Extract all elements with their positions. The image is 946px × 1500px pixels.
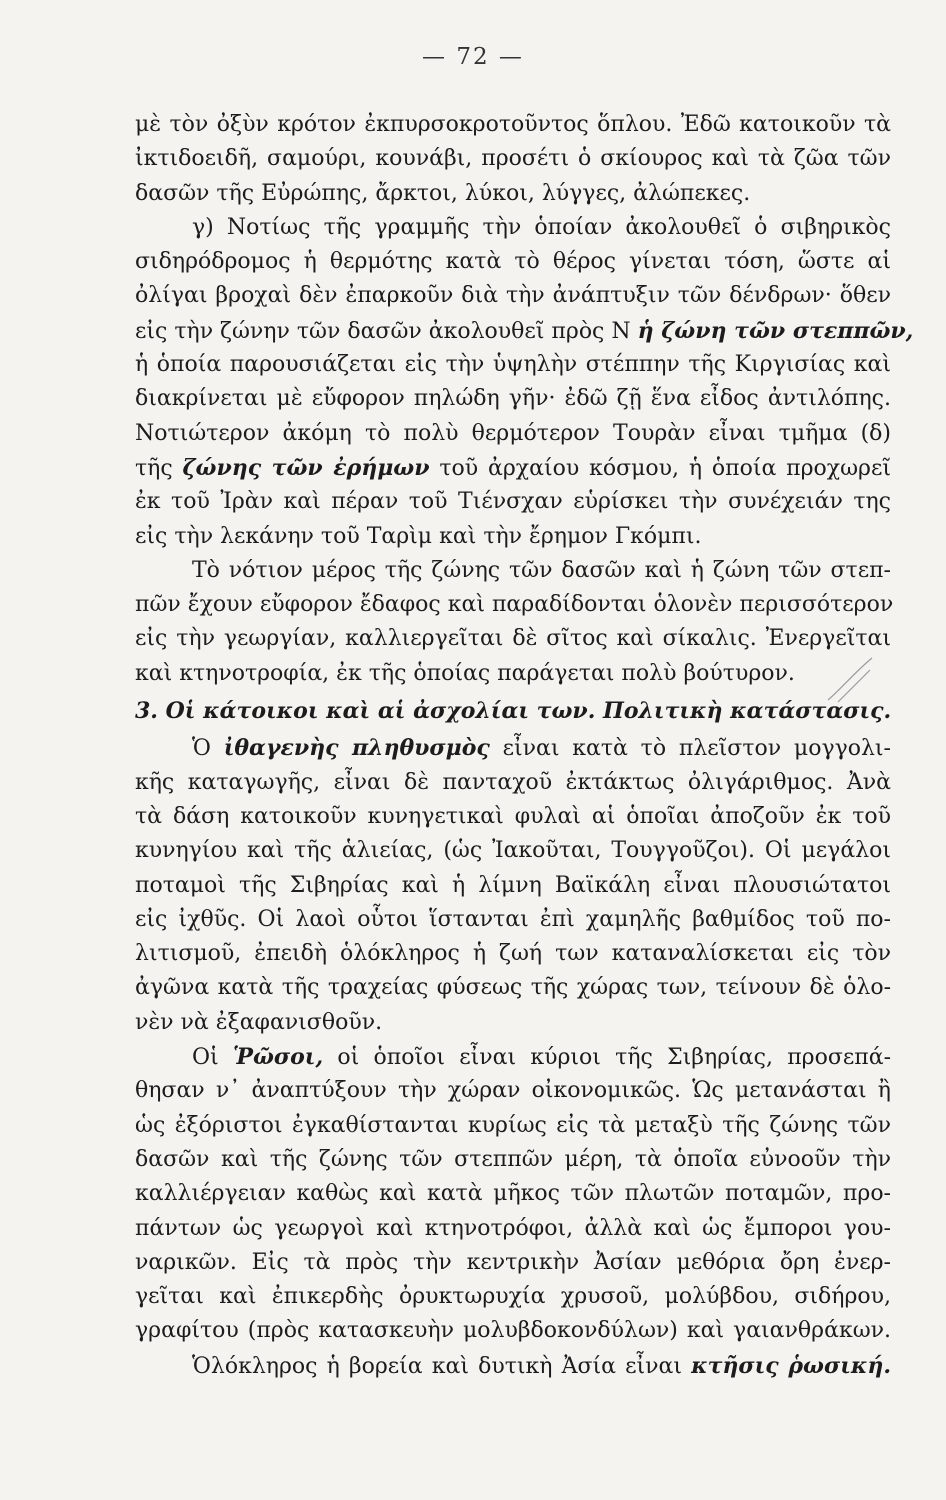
text-segment: Οἱ (192, 1045, 233, 1071)
text-segment: γ) Νοτίως τῆς γραμμῆς τὴν ὁποίαν ἀκολουθεῖ ὁ σιβηρικὸς (192, 214, 891, 240)
text-line (135, 1074, 891, 1108)
text-line (135, 348, 891, 382)
emphasized-term: Ῥῶσοι, (232, 1044, 324, 1071)
text-segment: γεῖται καὶ ἐπικερδὴς ὀρυκτωρυχία χρυσοῦ, μολύβδου, σιδήρου, (135, 1284, 891, 1310)
text-segment: νὲν νὰ ἐξαφανισθοῦν. (135, 1009, 383, 1035)
section-title-part1: Οἱ κάτοικοι καὶ αἱ ἀσχολίαι των. (165, 698, 596, 725)
text-segment: ὡς ἐξόριστοι ἐγκαθίστανται κυρίως εἰς τὰ μεταξὺ τῆς ζώνης τῶν (135, 1112, 891, 1138)
text-line (135, 834, 891, 868)
text-segment: Τὸ νότιον μέρος τῆς ζώνης τῶν δασῶν καὶ ἡ ζώνη τῶν στεπ- (192, 557, 891, 583)
text-line (135, 1109, 891, 1143)
section-number: 3. (135, 698, 166, 725)
text-segment: εἰς τὴν λεκάνην τοῦ Ταρὶμ καὶ τὴν ἔρημον Γκόμπι. (135, 523, 702, 549)
text-line (135, 382, 891, 416)
text-line (135, 451, 891, 485)
text-segment: ἡ ὁποία παρουσιάζεται εἰς τὴν ὑψηλὴν στέππην τῆς Κιργισίας καὶ (135, 352, 891, 378)
section-title-part2: Πολιτικὴ κατάστασις. (603, 698, 892, 725)
text-line (135, 766, 891, 800)
text-line (135, 245, 891, 279)
emphasized-term: ἡ ζώνη τῶν στεππῶν, (637, 317, 914, 344)
text-segment: Ὁ (192, 736, 224, 762)
text-line (135, 657, 891, 691)
text-segment: τὰ δάση κατοικοῦν κυνηγετικαὶ φυλαὶ αἱ ὁποῖαι ἀποζοῦν ἐκ τοῦ (135, 803, 891, 829)
text-line (135, 177, 891, 211)
text-line (135, 1040, 891, 1074)
text-segment: ὀλίγαι βροχαὶ δὲν ἐπαρκοῦν διὰ τὴν ἀνάπτυξιν τῶν δένδρων· ὅθεν (135, 283, 891, 309)
text-segment: Νοτιώτερον ἀκόμη τὸ πολὺ θερμότερον Τουρὰν εἶναι τμῆμα (δ) (135, 420, 891, 446)
text-line (135, 279, 891, 313)
text-line (135, 937, 891, 971)
text-line (135, 869, 891, 903)
text-segment: ναρικῶν. Εἰς τὰ πρὸς τὴν κεντρικὴν Ἀσίαν μεθόρια ὄρη ἐνερ- (135, 1249, 891, 1275)
text-line (135, 1314, 891, 1348)
text-line (135, 800, 891, 834)
text-line (135, 1006, 891, 1040)
text-segment: εἰς τὴν ζώνην τῶν δασῶν ἀκολουθεῖ πρὸς Ν (135, 318, 638, 344)
text-segment: λιτισμοῦ, ἐπειδὴ ὁλόκληρος ἡ ζωή των καταναλίσκεται εἰς τὸν (135, 941, 891, 967)
text-segment: γραφίτου (πρὸς κατασκευὴν μολυβδοκονδύλων) καὶ γαιανθράκων. (135, 1318, 891, 1344)
emphasized-term: ζώνης τῶν ἐρήμων (182, 454, 430, 481)
text-line (135, 971, 891, 1005)
text-segment: μὲ τὸν ὀξὺν κρότον ἐκπυρσοκροτοῦντος ὅπλου. Ἐδῶ κατοικοῦν τὰ (135, 112, 891, 137)
text-line (135, 1212, 891, 1246)
text-line (135, 731, 891, 765)
text-line (135, 554, 891, 588)
text-segment: κῆς καταγωγῆς, εἶναι δὲ πανταχοῦ ἐκτάκτως ὀλιγάριθμος. Ἀνὰ (135, 769, 891, 795)
text-line (135, 903, 891, 937)
text-segment: δασῶν τῆς Εὐρώπης, ἄρκτοι, λύκοι, λύγγες, ἀλώπεκες. (135, 180, 751, 206)
emphasized-term: κτῆσις ῥωσική. (691, 1352, 891, 1379)
text-line (135, 108, 891, 142)
text-segment: τῆς (135, 455, 183, 481)
text-segment: πάντων ὡς γεωργοὶ καὶ κτηνοτρόφοι, ἀλλὰ καὶ ὡς ἔμποροι γου- (135, 1215, 891, 1241)
text-segment: εἶναι κατὰ τὸ πλεῖστον μογγολι- (489, 736, 891, 762)
text-segment: Ὁλόκληρος ἡ βορεία καὶ δυτικὴ Ἀσία εἶναι (192, 1353, 692, 1379)
text-line (135, 1349, 891, 1383)
text-segment: θησαν ν᾽ ἀναπτύξουν τὴν χώραν οἰκονομικῶς. Ὡς μετανάσται ἢ (135, 1078, 891, 1104)
text-line (135, 520, 891, 554)
text-segment: δασῶν καὶ τῆς ζώνης τῶν στεππῶν μέρη, τὰ ὁποῖα εὐνοοῦν τὴν (135, 1146, 891, 1172)
text-line (135, 588, 894, 622)
text-segment: καλλιέργειαν καθὼς καὶ κατὰ μῆκος τῶν πλωτῶν ποταμῶν, προ- (135, 1181, 891, 1207)
text-segment: κυνηγίου καὶ τῆς ἁλιείας, (ὡς Ἰακοῦται, Τουγγοῦζοι). Οἱ μεγάλοι (135, 838, 891, 864)
text-line (135, 1246, 891, 1280)
pencil-annotation-mark (820, 650, 880, 710)
text-line (135, 622, 891, 656)
text-segment: τοῦ ἀρχαίου κόσμου, ἡ ὁποία προχωρεῖ (429, 455, 892, 481)
text-segment: ἀγῶνα κατὰ τῆς τραχείας φύσεως τῆς χώρας των, τείνουν δὲ ὁλο- (135, 975, 891, 1001)
text-line (135, 211, 891, 245)
text-segment: ἐκ τοῦ Ἰρὰν καὶ πέραν τοῦ Τιένσχαν εὑρίσκει τὴν συνέχειάν της (135, 489, 891, 515)
text-segment: διακρίνεται μὲ εὔφορον πηλώδη γῆν· ἐδῶ ζῇ ἕνα εἶδος ἀντιλόπης. (135, 386, 891, 412)
text-segment: οἱ ὁποῖοι εἶναι κύριοι τῆς Σιβηρίας, προσεπά- (323, 1045, 891, 1071)
text-segment: καὶ κτηνοτροφία, ἐκ τῆς ὁποίας παράγεται πολὺ βούτυρον. (135, 660, 795, 686)
text-segment: σιδηρόδρομος ἡ θερμότης κατὰ τὸ θέρος γίνεται τόση, ὥστε αἱ (135, 249, 891, 275)
text-segment: ποταμοὶ τῆς Σιβηρίας καὶ ἡ λίμνη Βαϊκάλη εἶναι πλουσιώτατοι (135, 872, 891, 898)
text-line (135, 314, 914, 348)
text-segment: πῶν ἔχουν εὔφορον ἔδαφος καὶ παραδίδονται ὁλονὲν περισσότερον (135, 592, 894, 618)
text-line (135, 1143, 891, 1177)
text-line (135, 142, 891, 176)
body-text (135, 108, 914, 1383)
emphasized-term: ἰθαγενὴς πληθυσμὸς (223, 735, 490, 762)
text-segment: ἰκτιδοειδῆ, σαμούρι, κουνάβι, προσέτι ὁ σκίουρος καὶ τὰ ζῶα τῶν (135, 146, 891, 172)
section-heading (135, 694, 891, 728)
page-number: — 72 — (422, 44, 524, 70)
text-line (135, 1280, 891, 1314)
text-segment: εἰς τὴν γεωργίαν, καλλιεργεῖται δὲ σῖτος καὶ σίκαλις. Ἐνεργεῖται (135, 626, 891, 652)
text-line (135, 417, 891, 451)
text-line (135, 485, 891, 519)
text-segment: εἰς ἰχθῦς. Οἱ λαοὶ οὗτοι ἵστανται ἐπὶ χαμηλῆς βαθμίδος τοῦ πο- (135, 906, 891, 932)
text-line (135, 1177, 891, 1211)
